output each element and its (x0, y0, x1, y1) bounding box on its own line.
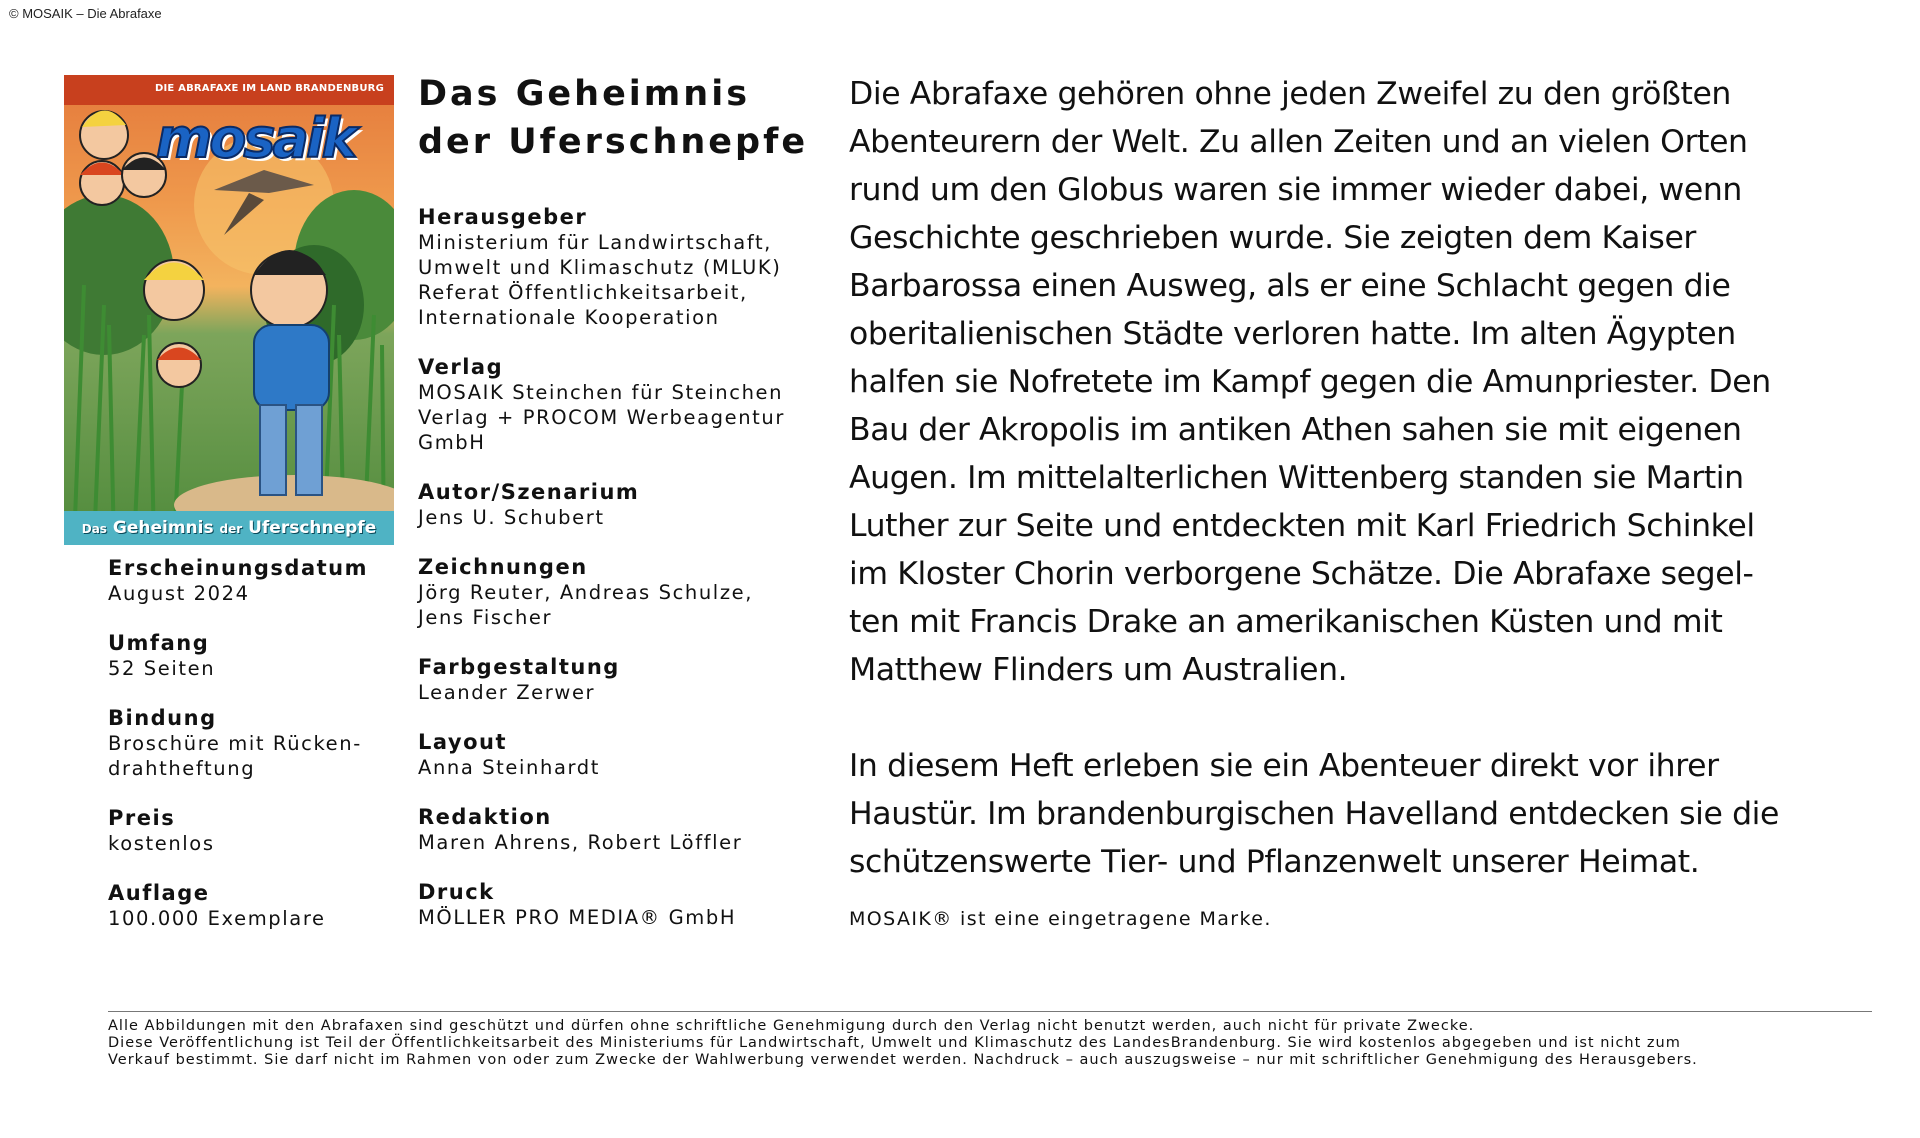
meta-value: Anna Steinhardt (418, 756, 601, 779)
footer-divider (108, 1011, 1872, 1012)
meta-label: Autor/Szenarium (418, 480, 640, 504)
meta-item-autor (418, 480, 785, 530)
meta-item-preis (108, 806, 368, 856)
body-line: rund um den Globus waren sie immer wieder dabei, wenn (849, 172, 1742, 208)
meta-item-umfang (108, 631, 368, 681)
body-line: Die Abrafaxe gehören ohne jeden Zweifel zu den größten (849, 76, 1731, 112)
page-title (418, 70, 808, 166)
meta-value: MÖLLER PRO MEDIA® GmbH (418, 906, 737, 929)
meta-label: Auflage (108, 881, 210, 905)
meta-right-column (418, 205, 785, 930)
body-line: Barbarossa einen Ausweg, als er eine Schlacht gegen die (849, 268, 1731, 304)
meta-item-verlag (418, 355, 785, 455)
meta-left-column (108, 556, 368, 931)
meta-value: kostenlos (108, 832, 215, 855)
meta-label: Bindung (108, 706, 217, 730)
meta-label: Druck (418, 880, 495, 904)
meta-value: 100.000 Exemplare (108, 907, 326, 930)
meta-value: Ministerium für Landwirtschaft, (418, 231, 772, 254)
meta-item-farbgestaltung (418, 655, 785, 705)
body-line: im Kloster Chorin verborgene Schätze. Die Abrafaxe segel- (849, 556, 1754, 592)
footnote (108, 1018, 1888, 1069)
meta-label: Erscheinungsdatum (108, 556, 368, 580)
meta-item-druck (418, 880, 785, 930)
meta-value: Referat Öffentlichkeitsarbeit, (418, 281, 748, 304)
meta-item-zeichnungen (418, 555, 785, 630)
body-line: In diesem Heft erleben sie ein Abenteuer direkt vor ihrer (849, 748, 1719, 784)
body-line: Abenteurern der Welt. Zu allen Zeiten und an vielen Orten (849, 124, 1748, 160)
meta-item-bindung (108, 706, 368, 781)
meta-value: GmbH (418, 431, 486, 454)
meta-value: MOSAIK Steinchen für Steinchen (418, 381, 784, 404)
cover-logo: mosaik (156, 107, 355, 170)
footnote-line: Alle Abbildungen mit den Abrafaxen sind geschützt und dürfen ohne schriftliche Genehmigung durch den Verlag nicht benutzt werden, auch nicht für private Zwecke. (108, 1018, 1475, 1034)
meta-item-auflage (108, 881, 368, 931)
meta-item-erscheinungsdatum (108, 556, 368, 606)
cover-band-prefix: Das (81, 522, 107, 536)
cover-top-text: DIE ABRAFAXE IM LAND BRANDENBURG (64, 75, 394, 105)
body-text (849, 70, 1879, 886)
cover-band-mid: der (219, 522, 243, 536)
body-line: Augen. Im mittelalterlichen Wittenberg standen sie Martin (849, 460, 1744, 496)
meta-value: Jens U. Schubert (418, 506, 605, 529)
meta-value: August 2024 (108, 582, 250, 605)
cover-image (64, 75, 394, 545)
meta-item-herausgeber (418, 205, 785, 330)
meta-label: Redaktion (418, 805, 552, 829)
body-paragraph-1 (849, 70, 1879, 694)
meta-label: Verlag (418, 355, 504, 379)
footnote-line: Verkauf bestimmt. Sie darf nicht im Rahmen von oder zum Zwecke der Wahlwerbung verwendet werden. Nachdruck – auch auszugsweise – nur mit schriftlicher Genehmigung des Herausgebers. (108, 1052, 1698, 1068)
meta-value: Leander Zerwer (418, 681, 596, 704)
body-line: oberitalienischen Städte verloren hatte. Im alten Ägypten (849, 316, 1736, 352)
body-line: halfen sie Nofretete im Kampf gegen die Amunpriester. Den (849, 364, 1771, 400)
body-line: ten mit Francis Drake an amerikanischen Küsten und mit (849, 604, 1723, 640)
title-line-1: Das Geheimnis (418, 74, 751, 114)
meta-label: Herausgeber (418, 205, 588, 229)
body-paragraph-2 (849, 742, 1879, 886)
meta-label: Preis (108, 806, 176, 830)
body-line: Luther zur Seite und entdeckten mit Karl Friedrich Schinkel (849, 508, 1755, 544)
meta-value: Verlag + PROCOM Werbeagentur (418, 406, 785, 429)
meta-value: Broschüre mit Rücken- (108, 732, 362, 755)
body-line: schützenswerte Tier- und Pflanzenwelt unserer Heimat. (849, 844, 1700, 880)
meta-value: Jens Fischer (418, 606, 553, 629)
meta-value: Maren Ahrens, Robert Löffler (418, 831, 743, 854)
trademark-note: MOSAIK® ist eine eingetragene Marke. (849, 908, 1272, 930)
title-line-2: der Uferschnepfe (418, 122, 809, 162)
cover-band-word2: Uferschnepfe (248, 518, 377, 538)
body-line: Geschichte geschrieben wurde. Sie zeigten dem Kaiser (849, 220, 1696, 256)
meta-value: 52 Seiten (108, 657, 216, 680)
meta-item-layout (418, 730, 785, 780)
meta-item-redaktion (418, 805, 785, 855)
meta-label: Layout (418, 730, 508, 754)
cover-band-word1: Geheimnis (112, 518, 214, 538)
body-line: Matthew Flinders um Australien. (849, 652, 1348, 688)
meta-label: Umfang (108, 631, 210, 655)
footnote-line: Diese Veröffentlichung ist Teil der Öffentlichkeitsarbeit des Ministeriums für Landwirtschaft, Umwelt und Klimaschutz des LandesBrandenburg. Sie wird kostenlos abgegeben und ist nicht zum (108, 1035, 1681, 1051)
meta-label: Zeichnungen (418, 555, 588, 579)
body-line: Bau der Akropolis im antiken Athen sahen sie mit eigenen (849, 412, 1742, 448)
copyright-notice: © MOSAIK – Die Abrafaxe (9, 6, 162, 21)
meta-value: Jörg Reuter, Andreas Schulze, (418, 581, 754, 604)
meta-value: Internationale Kooperation (418, 306, 720, 329)
meta-value: drahtheftung (108, 757, 256, 780)
cover-title-band (64, 511, 394, 545)
meta-label: Farbgestaltung (418, 655, 620, 679)
body-line: Haustür. Im brandenburgischen Havelland entdecken sie die (849, 796, 1779, 832)
meta-value: Umwelt und Klimaschutz (MLUK) (418, 256, 782, 279)
